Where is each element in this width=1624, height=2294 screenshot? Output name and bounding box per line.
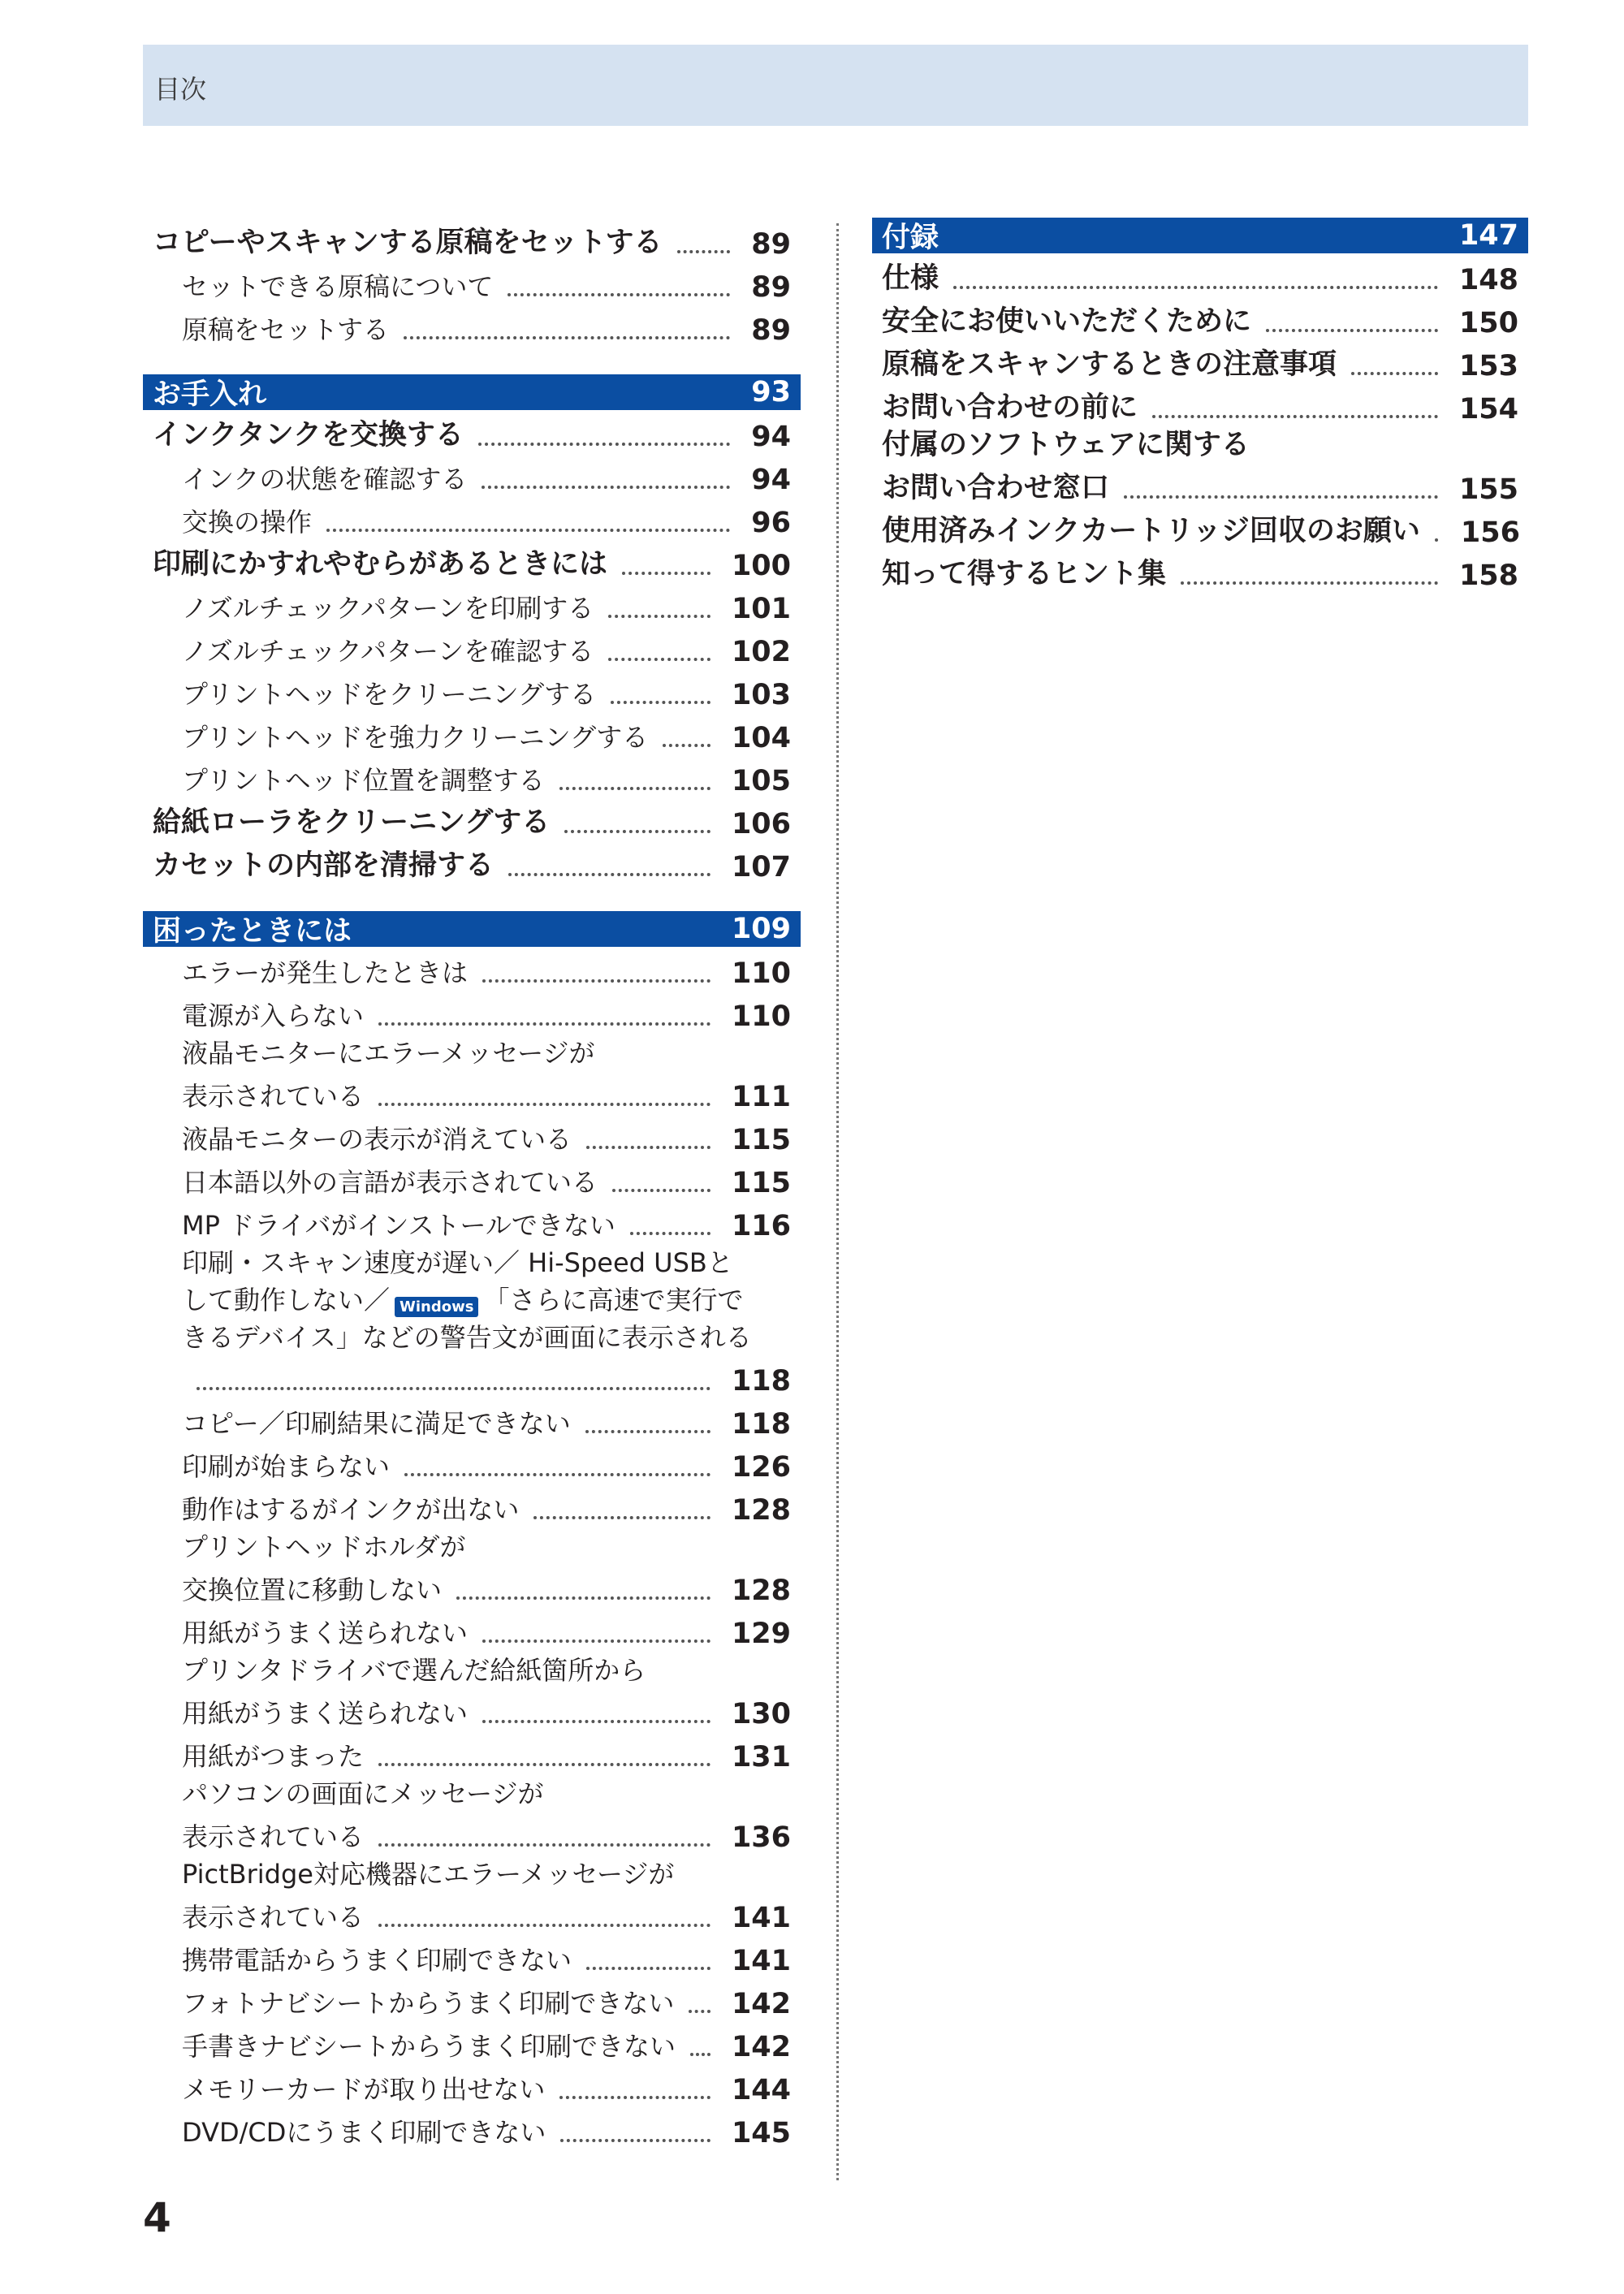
toc-entry[interactable] <box>143 2106 801 2149</box>
dot-leader <box>953 286 1438 289</box>
entry-page: 89 <box>751 228 791 261</box>
section-page: 93 <box>751 376 791 408</box>
entry-page: 129 <box>731 1618 791 1650</box>
dot-leader <box>404 1473 710 1476</box>
entry-page: 96 <box>751 507 791 539</box>
toc-entry[interactable] <box>143 840 801 883</box>
entry-page: 142 <box>731 2031 791 2063</box>
entry-page: 141 <box>731 1902 791 1934</box>
entry-page: 118 <box>731 1408 791 1441</box>
entry-label-line: 表示されている <box>182 1821 365 1852</box>
entry-label: 動作はするがインクが出ない <box>182 1494 520 1525</box>
toc-entry[interactable] <box>143 582 801 625</box>
entry-page: 154 <box>1458 393 1518 426</box>
toc-entry[interactable] <box>143 261 801 304</box>
entry-label: 知って得するヒント集 <box>882 558 1167 590</box>
dot-leader <box>378 1763 710 1766</box>
entry-page: 106 <box>731 808 791 840</box>
entry-page: 158 <box>1458 559 1518 592</box>
entry-page: 110 <box>731 957 791 990</box>
toc-entry[interactable] <box>143 711 801 754</box>
toc-entry-slow-speed[interactable] <box>143 1242 801 1398</box>
dot-leader <box>560 2139 710 2142</box>
toc-group-originals <box>143 218 801 347</box>
entry-label: ノズルチェックパターンを確認する <box>182 636 594 667</box>
toc-entry[interactable] <box>143 1398 801 1441</box>
toc-entry[interactable] <box>872 253 1528 296</box>
dot-leader <box>622 572 710 575</box>
toc-entry[interactable] <box>143 797 801 840</box>
dot-leader <box>1124 495 1438 499</box>
dot-leader <box>1152 415 1438 418</box>
entry-label: 原稿をスキャンするときの注意事項 <box>882 348 1337 381</box>
dot-leader <box>586 1146 710 1149</box>
toc-entry[interactable] <box>143 539 801 582</box>
dot-leader <box>508 293 730 296</box>
entry-label-part: して動作しない／ <box>182 1285 391 1315</box>
entry-label: お問い合わせの前に <box>882 391 1138 424</box>
dot-leader <box>612 1189 710 1192</box>
entry-page: 103 <box>731 679 791 711</box>
toc-group-trouble-d <box>143 1607 801 1650</box>
entry-page: 128 <box>731 1575 791 1607</box>
entry-label-line: パソコンの画面にメッセージが <box>182 1778 544 1809</box>
entry-page: 94 <box>751 464 791 496</box>
entry-page: 115 <box>731 1124 791 1156</box>
entry-page: 136 <box>731 1821 791 1854</box>
toc-entry-head-holder[interactable] <box>143 1527 801 1607</box>
dot-leader <box>1181 581 1438 585</box>
entry-label: ノズルチェックパターンを印刷する <box>182 593 594 624</box>
entry-label-line: 印刷・スキャン速度が遅い／ Hi-Speed USBと <box>182 1247 733 1278</box>
entry-label: DVD/CDにうまく印刷できない <box>182 2117 546 2148</box>
section-bar-trouble[interactable] <box>143 911 801 947</box>
entry-label-line: 表示されている <box>182 1902 365 1933</box>
entry-label-line: きるデバイス」などの警告文が画面に表示される <box>182 1322 752 1353</box>
toc-entry[interactable] <box>143 947 801 990</box>
toc-entry[interactable] <box>143 1977 801 2020</box>
page-header <box>143 45 1528 126</box>
toc-entry[interactable] <box>143 410 801 453</box>
dot-leader <box>456 1596 710 1600</box>
entry-label: エラーが発生したときは <box>182 957 469 988</box>
toc-entry[interactable] <box>872 506 1528 549</box>
toc-entry[interactable] <box>143 668 801 711</box>
entry-label: 液晶モニターの表示が消えている <box>182 1124 572 1155</box>
entry-label: 日本語以外の言語が表示されている <box>182 1167 598 1198</box>
toc-entry[interactable] <box>143 1934 801 1977</box>
dot-leader <box>482 1720 710 1723</box>
dot-leader <box>1266 329 1438 332</box>
entry-page: 144 <box>731 2074 791 2106</box>
entry-label: 電源が入らない <box>182 1000 365 1031</box>
entry-label: 交換の操作 <box>182 507 313 538</box>
toc-entry[interactable] <box>872 382 1528 426</box>
entry-label: コピーやスキャンする原稿をセットする <box>153 227 663 259</box>
dot-leader <box>608 615 710 618</box>
entry-label: 用紙がうまく送られない <box>182 1618 469 1648</box>
entry-page: 128 <box>731 1494 791 1527</box>
windows-badge-icon: Windows <box>395 1297 478 1317</box>
entry-label: 手書きナビシートからうまく印刷できない <box>182 2031 676 2062</box>
toc-group-trouble-f <box>143 1934 801 2149</box>
dot-leader <box>564 830 710 833</box>
toc-group-trouble-e <box>143 1730 801 1773</box>
entry-page: 101 <box>731 593 791 625</box>
toc-entry[interactable] <box>143 453 801 496</box>
entry-label-line: 交換位置に移動しない <box>182 1575 443 1605</box>
dot-leader <box>533 1516 710 1519</box>
dot-leader <box>508 873 710 876</box>
dot-leader <box>378 1843 710 1847</box>
entry-label: インクの状態を確認する <box>182 464 468 495</box>
dot-leader <box>378 1103 710 1106</box>
entry-label-line: お問い合わせ窓口 <box>882 472 1110 504</box>
toc-entry[interactable] <box>143 304 801 347</box>
entry-label-line: 付属のソフトウェアに関する <box>882 429 1250 461</box>
entry-label: MP ドライバがインストールできない <box>182 1210 615 1241</box>
toc-right-column <box>872 218 1528 592</box>
dot-leader <box>378 1924 710 1927</box>
toc-entry-lcd-error[interactable] <box>143 1033 801 1113</box>
dot-leader <box>689 2010 710 2013</box>
entry-label-line <box>182 1280 801 1317</box>
entry-page: 89 <box>751 314 791 347</box>
entry-label: インクタンクを交換する <box>153 419 464 451</box>
toc-entry-support-contact[interactable] <box>872 426 1528 506</box>
toc-entry-pictbridge[interactable] <box>143 1854 801 1934</box>
entry-page: 102 <box>731 636 791 668</box>
entry-label: 携帯電話からうまく印刷できない <box>182 1945 572 1976</box>
toc-left-column <box>143 218 801 2149</box>
entry-label: 使用済みインクカートリッジ回収のお願い <box>882 515 1420 547</box>
toc-entry[interactable] <box>143 1156 801 1199</box>
header-title: 目次 <box>154 74 207 105</box>
dot-leader <box>608 658 710 661</box>
section-bar-care[interactable] <box>143 374 801 410</box>
entry-label-line: プリントヘッドホルダが <box>182 1531 466 1562</box>
entry-label: プリントヘッド位置を調整する <box>182 765 545 796</box>
dot-leader <box>482 979 710 983</box>
entry-label: 給紙ローラをクリーニングする <box>153 806 551 839</box>
entry-page: 150 <box>1458 307 1518 339</box>
dot-leader <box>690 2053 710 2056</box>
entry-label: プリントヘッドを強力クリーニングする <box>182 722 649 753</box>
toc-entry[interactable] <box>143 496 801 539</box>
entry-label: 安全にお使いいただくために <box>882 305 1252 338</box>
entry-page: 156 <box>1460 516 1520 549</box>
entry-label: 用紙がつまった <box>182 1741 365 1772</box>
page-number: 4 <box>143 2194 171 2241</box>
entry-page: 107 <box>731 851 791 883</box>
entry-page: 104 <box>731 722 791 754</box>
dot-leader <box>326 529 730 532</box>
toc-entry[interactable] <box>143 1113 801 1156</box>
entry-label: カセットの内部を清掃する <box>153 849 495 882</box>
entry-label-line: 用紙がうまく送られない <box>182 1698 469 1729</box>
entry-label: メモリーカードが取り出せない <box>182 2074 546 2105</box>
toc-group-trouble-c <box>143 1398 801 1527</box>
toc-entry[interactable] <box>143 2063 801 2106</box>
section-title: お手入れ <box>153 378 267 411</box>
toc-entry[interactable] <box>143 625 801 668</box>
entry-label-line: PictBridge対応機器にエラーメッセージが <box>182 1859 675 1890</box>
section-title: 困ったときには <box>153 915 352 948</box>
entry-label: 印刷が始まらない <box>182 1451 391 1482</box>
toc-entry[interactable] <box>143 1199 801 1242</box>
entry-page: 131 <box>731 1741 791 1773</box>
toc-group-trouble-b <box>143 1113 801 1242</box>
section-title: 付録 <box>882 222 939 254</box>
entry-label: 原稿をセットする <box>182 314 390 345</box>
toc-group-appendix-b <box>872 506 1528 592</box>
entry-page: 111 <box>731 1081 791 1113</box>
entry-label-line: 液晶モニターにエラーメッセージが <box>182 1038 595 1069</box>
dot-leader <box>1435 538 1440 542</box>
toc-entry[interactable] <box>872 549 1528 592</box>
entry-label-line: 表示されている <box>182 1081 365 1112</box>
entry-label: セットできる原稿について <box>182 271 494 302</box>
dot-leader <box>559 2096 710 2099</box>
section-page: 109 <box>731 913 791 945</box>
entry-page: 142 <box>731 1988 791 2020</box>
entry-page: 148 <box>1458 264 1518 296</box>
entry-page: 126 <box>731 1451 791 1484</box>
entry-label: 仕様 <box>882 262 939 295</box>
entry-page: 100 <box>731 550 791 582</box>
dot-leader <box>378 1022 710 1026</box>
dot-leader <box>404 336 730 339</box>
dot-leader <box>585 1430 710 1433</box>
toc-entry[interactable] <box>143 1441 801 1484</box>
dot-leader <box>197 1387 710 1390</box>
toc-entry[interactable] <box>872 339 1528 382</box>
toc-entry-feed-source[interactable] <box>143 1650 801 1730</box>
toc-entry[interactable] <box>143 1607 801 1650</box>
entry-page: 130 <box>731 1698 791 1730</box>
toc-group-appendix-a <box>872 253 1528 426</box>
entry-page: 105 <box>731 765 791 797</box>
toc-entry[interactable] <box>143 990 801 1033</box>
toc-entry[interactable] <box>143 2020 801 2063</box>
dot-leader <box>559 787 710 790</box>
toc-entry[interactable] <box>143 218 801 261</box>
entry-label: コピー／印刷結果に満足できない <box>182 1408 571 1439</box>
dot-leader <box>478 443 730 446</box>
entry-page: 89 <box>751 271 791 304</box>
dot-leader <box>630 1232 710 1235</box>
toc-group-care <box>143 410 801 883</box>
entry-label: 印刷にかすれやむらがあるときには <box>153 548 608 581</box>
section-bar-appendix[interactable] <box>872 218 1528 253</box>
entry-page: 94 <box>751 421 791 453</box>
toc-entry[interactable] <box>143 1484 801 1527</box>
section-page: 147 <box>1458 219 1518 252</box>
entry-label: フォトナビシートからうまく印刷できない <box>182 1988 675 2019</box>
entry-page: 115 <box>731 1167 791 1199</box>
entry-page: 153 <box>1458 350 1518 382</box>
entry-page: 116 <box>731 1210 791 1242</box>
toc-entry[interactable] <box>143 754 801 797</box>
toc-group-trouble-a <box>143 947 801 1033</box>
dot-leader <box>482 1639 710 1643</box>
entry-page: 155 <box>1458 473 1518 506</box>
entry-label-line: プリンタドライバで選んだ給紙箇所から <box>182 1655 646 1686</box>
entry-page: 118 <box>731 1365 791 1398</box>
toc-entry[interactable] <box>872 296 1528 339</box>
entry-page: 141 <box>731 1945 791 1977</box>
entry-page: 145 <box>731 2117 791 2149</box>
dot-leader <box>663 744 710 747</box>
column-divider <box>836 223 839 2180</box>
entry-label: プリントヘッドをクリーニングする <box>182 679 597 710</box>
entry-label-part: 「さらに高速で実行で <box>483 1285 744 1315</box>
dot-leader <box>677 250 731 253</box>
entry-page: 110 <box>731 1000 791 1033</box>
dot-leader <box>482 486 730 489</box>
toc-entry-pc-message[interactable] <box>143 1773 801 1854</box>
dot-leader <box>586 1967 710 1970</box>
dot-leader <box>611 701 710 704</box>
dot-leader <box>1351 372 1438 375</box>
toc-entry[interactable] <box>143 1730 801 1773</box>
